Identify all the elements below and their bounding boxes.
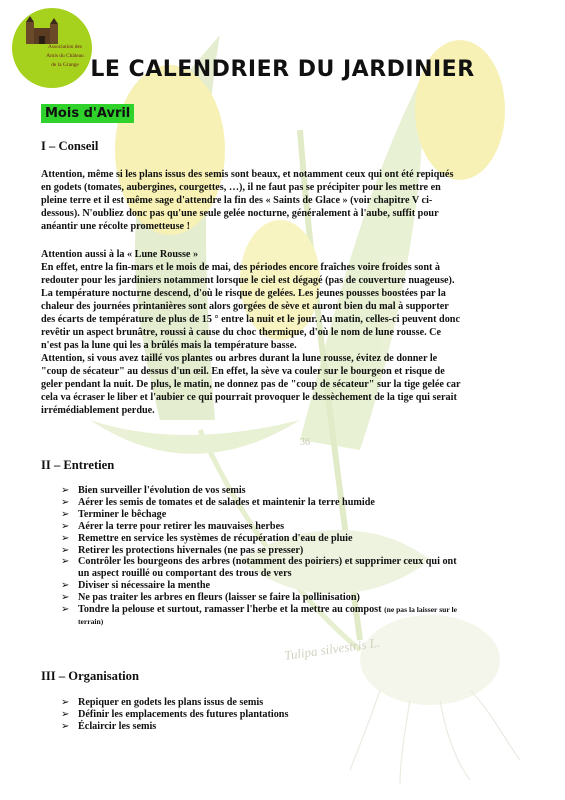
text-line: dessous). N'oubliez donc pas qu'une seule gelée nocturne, généralement à l'aube, suffit pour [41, 208, 439, 219]
list-item: ➢ Remettre en service les systèmes de récupération d'eau de pluie [61, 532, 353, 544]
conseil-paragraph-2 [41, 248, 523, 417]
text-line: Attention, même si les plans issus des semis sont beaux, et notamment ceux qui ont été repiqués [41, 169, 454, 180]
logo-line-3: de la Grange [51, 62, 79, 68]
organisation-list [61, 697, 525, 733]
tulip-bulb [360, 615, 500, 705]
text-line: chaleur des journées printanières sont alors gorgées de sève et auront bien du mal à supporter [41, 301, 449, 312]
plate-number: 36 [300, 437, 310, 448]
entretien-list [61, 485, 525, 628]
text-line: revêtir un aspect brunâtre, roussi à cause du choc thermique, d'où le nom de lune rousse. Ce [41, 327, 442, 338]
arrow-bullet-icon: ➢ [61, 720, 70, 732]
text-line: redouter pour les jardiniers notamment lorsque le ciel est dégagé (pas de couverture nuageuse). [41, 275, 455, 286]
list-item: ➢ Diviser si nécessaire la menthe [61, 580, 211, 592]
tulip-leaf-lower [90, 420, 300, 454]
arrow-bullet-icon: ➢ [61, 556, 70, 568]
text-line: en godets (tomates, aubergines, courgettes, …), il ne faut pas se précipiter pour les mettre en [41, 182, 441, 193]
text-line: geler pendant la nuit. De plus, le matin, ne donnez pas de "coup de sécateur" sur la tige gelée car [41, 379, 461, 390]
list-item: ➢ Éclaircir les semis [61, 720, 157, 732]
arrow-bullet-icon: ➢ [61, 520, 70, 532]
text-line: irrémédiablement perdue. [41, 405, 155, 416]
list-item: ➢ Terminer le bêchage [61, 508, 167, 520]
page-title: LE CALENDRIER DU JARDINIER [90, 57, 475, 82]
arrow-bullet-icon: ➢ [61, 697, 70, 708]
arrow-bullet-icon: ➢ [61, 508, 70, 520]
text-line: anéantir une récolte prometteuse ! [41, 221, 191, 232]
arrow-bullet-icon: ➢ [61, 532, 70, 544]
arrow-bullet-icon: ➢ [61, 708, 70, 720]
text-line: Attention, si vous avez taillé vos plantes ou arbres durant la lune rousse, évitez de donner le [41, 353, 438, 364]
list-item: ➢ Repiquer en godets les plans issus de semis [61, 697, 264, 708]
text-line: "coup de sécateur" au dessus d'un œil. En effet, la sève va couler sur le bourgeon et risque de [41, 366, 445, 377]
text-line: La température nocturne descend, d'où le risque de gelées. Les jeunes pousses boostées par la [41, 288, 446, 299]
list-item: ➢ Bien surveiller l'évolution de vos semis [61, 485, 246, 496]
logo-line-2: Amis du Château [46, 53, 84, 59]
list-item: ➢ Aérer les semis de tomates et de salades et maintenir la terre humide [61, 496, 375, 508]
section-organisation-heading: III – Organisation [41, 669, 139, 683]
list-item: ➢ Ne pas traiter les arbres en fleurs (laisser se faire la pollinisation) [61, 592, 360, 604]
text-line: n'est pas la lune qui les a brûlés mais la température basse. [41, 340, 297, 351]
month-heading: Mois d'Avril [41, 104, 134, 123]
arrow-bullet-icon: ➢ [61, 604, 70, 616]
arrow-bullet-icon: ➢ [61, 580, 70, 592]
arrow-bullet-icon: ➢ [61, 592, 70, 604]
arrow-bullet-icon: ➢ [61, 496, 70, 508]
list-item: ➢ Définir les emplacements des futures plantations [61, 708, 289, 720]
text-line: des écarts de température de plus de 15 ° entre la nuit et le jour. Au matin, celles-ci peuvent donc [41, 314, 460, 325]
section-conseil-heading: I – Conseil [41, 139, 99, 153]
list-item: ➢ Aérer la terre pour retirer les mauvaises herbes [61, 520, 285, 532]
list-item: ➢ Contrôler les bourgeons des arbres (notamment des poiriers) et supprimer ceux qui ont un aspect rouillé ou comportant des trous de vers [61, 556, 457, 580]
species-watermark: Tulipa silvestris L. [283, 634, 381, 663]
castle-icon [24, 16, 60, 46]
text-line: pleine terre et il est même sage d'attendre la fin des « Saints de Glace » (voir chapitre V ci- [41, 195, 433, 206]
list-item: ➢ Tondre la pelouse et surtout, ramasser l'herbe et la mettre au compost (ne pas la laisser sur le terrain) [61, 604, 457, 626]
arrow-bullet-icon: ➢ [61, 544, 70, 556]
arrow-bullet-icon: ➢ [61, 485, 70, 496]
conseil-paragraph-1 [41, 168, 523, 233]
section-entretien-heading: II – Entretien [41, 458, 115, 472]
list-item: ➢ Retirer les protections hivernales (ne pas se presser) [61, 544, 304, 556]
logo-line-1: Association des [48, 44, 82, 50]
text-line: En effet, entre la fin-mars et le mois de mai, des périodes encore fraîches voire froides sont à [41, 262, 441, 273]
text-line: Attention aussi à la « Lune Rousse » [41, 249, 199, 260]
text-line: cela va écraser le liber et l'aubier ce qui pourrait provoquer le dessèchement de la tige qui serait [41, 392, 457, 403]
